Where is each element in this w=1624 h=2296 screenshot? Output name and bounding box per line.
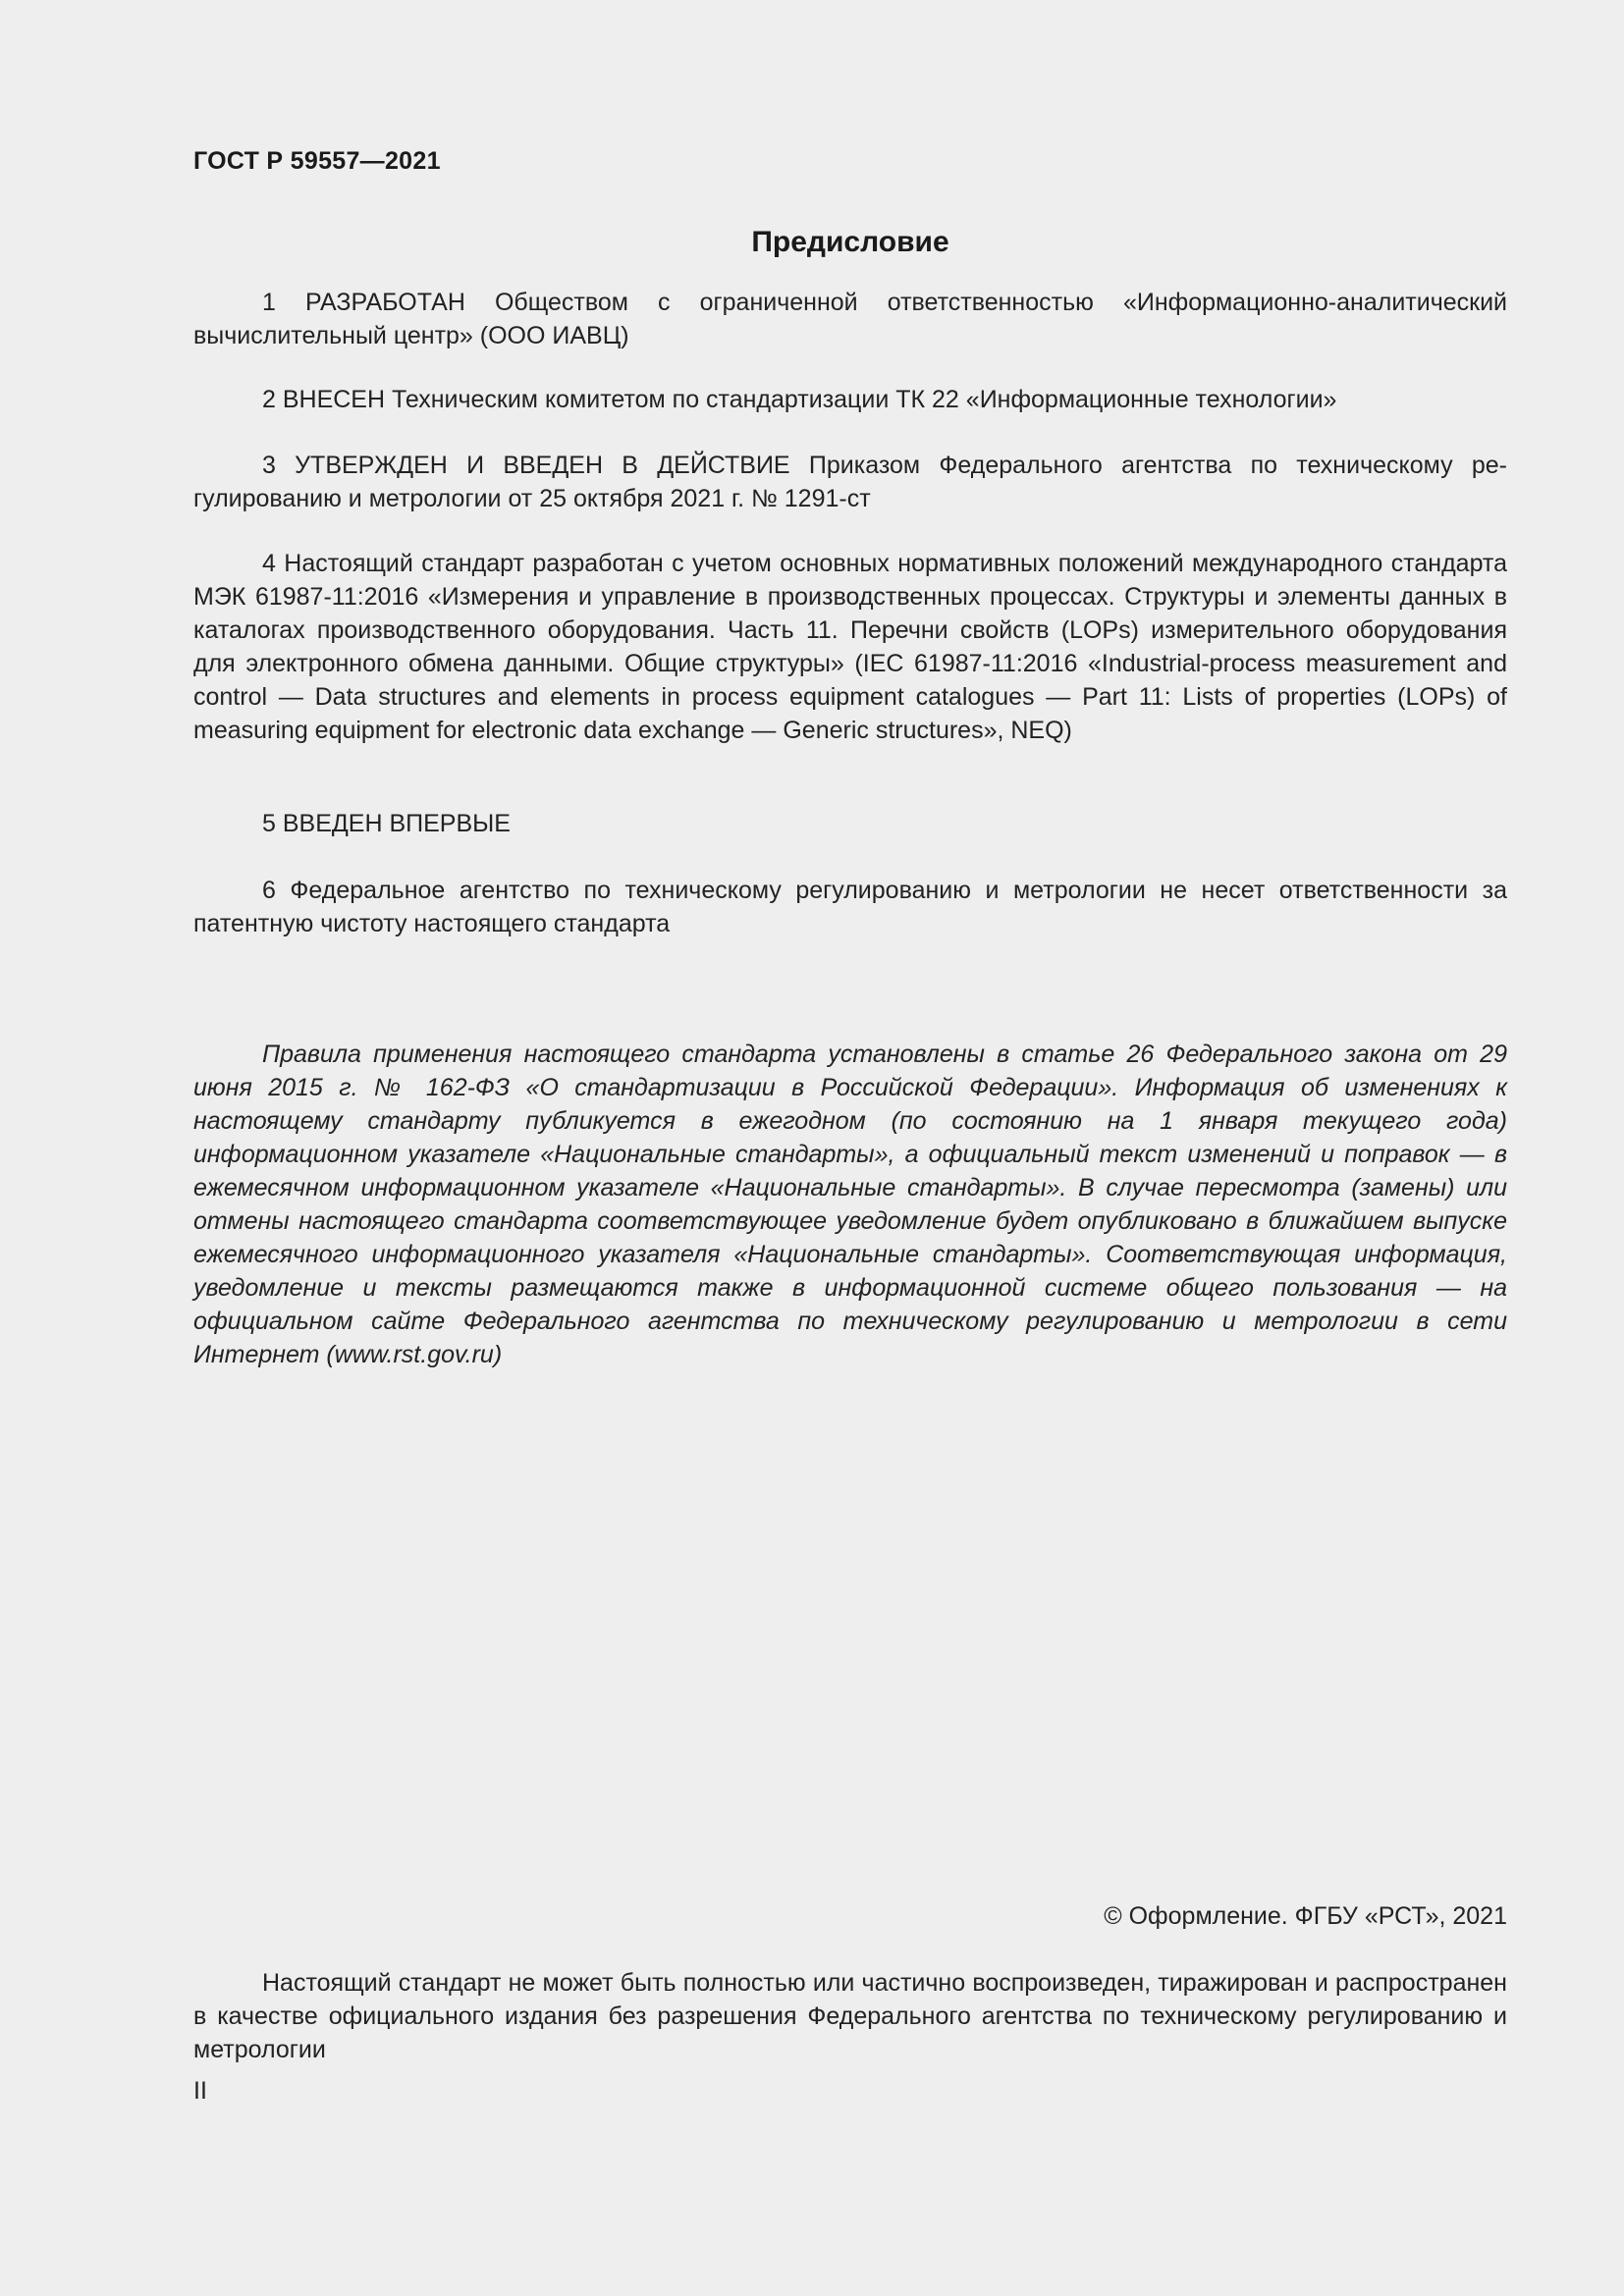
paragraph-first-introduced: 5 ВВЕДЕН ВПЕРВЫЕ <box>262 810 511 837</box>
page-number: II <box>193 2077 207 2105</box>
page-title: Предисловие <box>751 226 949 258</box>
copyright-line: © Оформление. ФГБУ «РСТ», 2021 <box>1104 1902 1507 1930</box>
paragraph-introduced-by: 2 ВНЕСЕН Техническим комитетом по стандартизации ТК 22 «Информационные технологии» <box>262 386 1337 413</box>
application-rules-notice: Правила применения настоящего стандарта установлены в статье 26 Федерального закона от 29 июня 2015 г. № 162-ФЗ «О стандартизации в Российской Федерации». Информация об изменениях к настоящему стандарту публикуется в ежегодном (по состоянию на 1 января текущего года) информационном указателе «Национальные стандарты», а официальный текст изменений и поправок — в ежемесячном информационном указателе «Национальные стандарты». В случае пересмотра (замены) или отмены настоящего стандарта соответствующее уведомление будет опубликовано в ближайшем выпуске ежемесячного информационного указателя «Национальные стандарты». Соответствующая информация, уведомление и тексты размещаются также в информационной системе общего пользования — на официальном сайте Федерального агентства по техническому регулированию и метрологии в сети Интернет (www.rst.gov.ru) <box>193 1041 1507 1368</box>
paragraph-approved: 3 УТВЕРЖДЕН И ВВЕДЕН В ДЕЙСТВИЕ Приказом Федерального агентства по техническому регулированию и метрологии от 25 октября 2021 г. № 1291-ст <box>193 452 1507 512</box>
paragraph-patent-notice: 6 Федеральное агентство по техническому регулированию и метрологии не несет ответственности за патентную чистоту настоящего стандарта <box>193 877 1507 937</box>
document-code: ГОСТ Р 59557—2021 <box>193 147 441 175</box>
paragraph-developed-by: 1 РАЗРАБОТАН Обществом с ограниченной ответственностью «Информационно-аналитический вычислительный центр» (ООО ИАВЦ) <box>193 289 1507 349</box>
reproduction-rights-notice: Настоящий стандарт не может быть полностью или частично воспроизведен, тиражирован и распространен в качестве официального издания без разрешения Федерального агентства по техническому регулированию и метрологии <box>193 1969 1507 2063</box>
paragraph-international-basis: 4 Настоящий стандарт разработан с учетом основных нормативных положений международного стандарта МЭК 61987-11:2016 «Измерения и управление в производственных процессах. Структуры и элементы данных в каталогах производственного оборудования. Часть 11. Перечни свойств (LOPs) измерительного оборудования для электронного обмена данными. Общие структуры» (IEC 61987-11:2016 «Industrial-process measurement and control — Data structures and elements in process equipment catalogues — Part 11: Lists of properties (LOPs) of measuring equipment for electronic data exchange — Generic structures», NEQ) <box>193 550 1507 744</box>
